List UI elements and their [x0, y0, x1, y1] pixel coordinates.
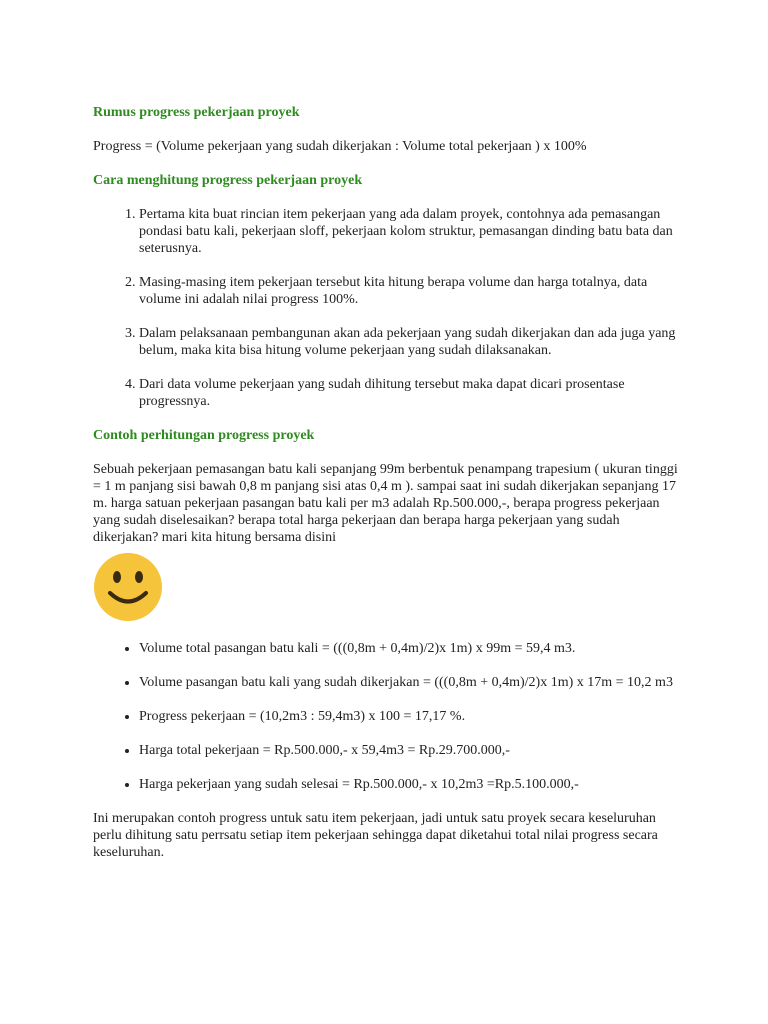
- heading-cara: Cara menghitung progress pekerjaan proyek: [93, 173, 363, 188]
- calc-item-3: • Progress pekerjaan = (10,2m3 : 59,4m3) x 100 = 17,17 %.: [139, 708, 683, 725]
- step-item-1: 1. Pertama kita buat rincian item pekerjaan yang ada dalam proyek, contohnya ada pemasangan pondasi batu kali, pekerjaan sloff, pekerjaan kolom struktur, pemasangan dinding batu bata dan seterusnya.: [139, 206, 683, 257]
- step-item-4: 4. Dari data volume pekerjaan yang sudah dihitung tersebut maka dapat dicari prosentase progressnya.: [139, 376, 683, 410]
- example-paragraph: Sebuah pekerjaan pemasangan batu kali sepanjang 99m berbentuk penampang trapesium ( ukuran tinggi = 1 m panjang sisi bawah 0,8 m panjang sisi atas 0,4 m ). sampai saat ini sudah dikerjakan sepanjang 17 m. harga satuan pekerjaan pasangan batu kali per m3 adalah Rp.500.000,-, berapa progress pekerjaan yang sudah diselesaikan? berapa total harga pekerjaan dan berapa harga pekerjaan yang sudah dikerjakan? mari kita hitung bersama disini: [93, 462, 678, 545]
- smiley-left-eye: [113, 571, 121, 583]
- heading-contoh: Contoh perhitungan progress proyek: [93, 428, 315, 443]
- calculation-list: [93, 640, 683, 793]
- calc-item-2: • Volume pasangan batu kali yang sudah dikerjakan = (((0,8m + 0,4m)/2)x 1m) x 17m = 10,2 m3: [139, 674, 683, 691]
- calc-item-4: • Harga total pekerjaan = Rp.500.000,- x 59,4m3 = Rp.29.700.000,-: [139, 742, 683, 759]
- document-content: [93, 104, 683, 861]
- heading-rumus: Rumus progress pekerjaan proyek: [93, 105, 300, 120]
- steps-list: [93, 206, 683, 410]
- step-item-2: 2. Masing-masing item pekerjaan tersebut kita hitung berapa volume dan harga totalnya, data volume ini adalah nilai progress 100%.: [139, 274, 683, 308]
- smiley-face-svg: [93, 552, 163, 622]
- smiley-face-circle: [94, 553, 162, 621]
- smiley-face-icon: [93, 552, 163, 622]
- smiley-right-eye: [135, 571, 143, 583]
- formula-text: Progress = (Volume pekerjaan yang sudah dikerjakan : Volume total pekerjaan ) x 100%: [93, 139, 587, 154]
- conclusion-paragraph: Ini merupakan contoh progress untuk satu item pekerjaan, jadi untuk satu proyek secara keseluruhan perlu dihitung satu perrsatu setiap item pekerjaan sehingga dapat diketahui total nilai progress secara keseluruhan.: [93, 811, 658, 860]
- calc-item-1: • Volume total pasangan batu kali = (((0,8m + 0,4m)/2)x 1m) x 99m = 59,4 m3.: [139, 640, 683, 657]
- step-item-3: 3. Dalam pelaksanaan pembangunan akan ada pekerjaan yang sudah dikerjakan dan ada juga yang belum, maka kita bisa hitung volume pekerjaan yang sudah dilaksanakan.: [139, 325, 683, 359]
- calc-item-5: • Harga pekerjaan yang sudah selesai = Rp.500.000,- x 10,2m3 =Rp.5.100.000,-: [139, 776, 683, 793]
